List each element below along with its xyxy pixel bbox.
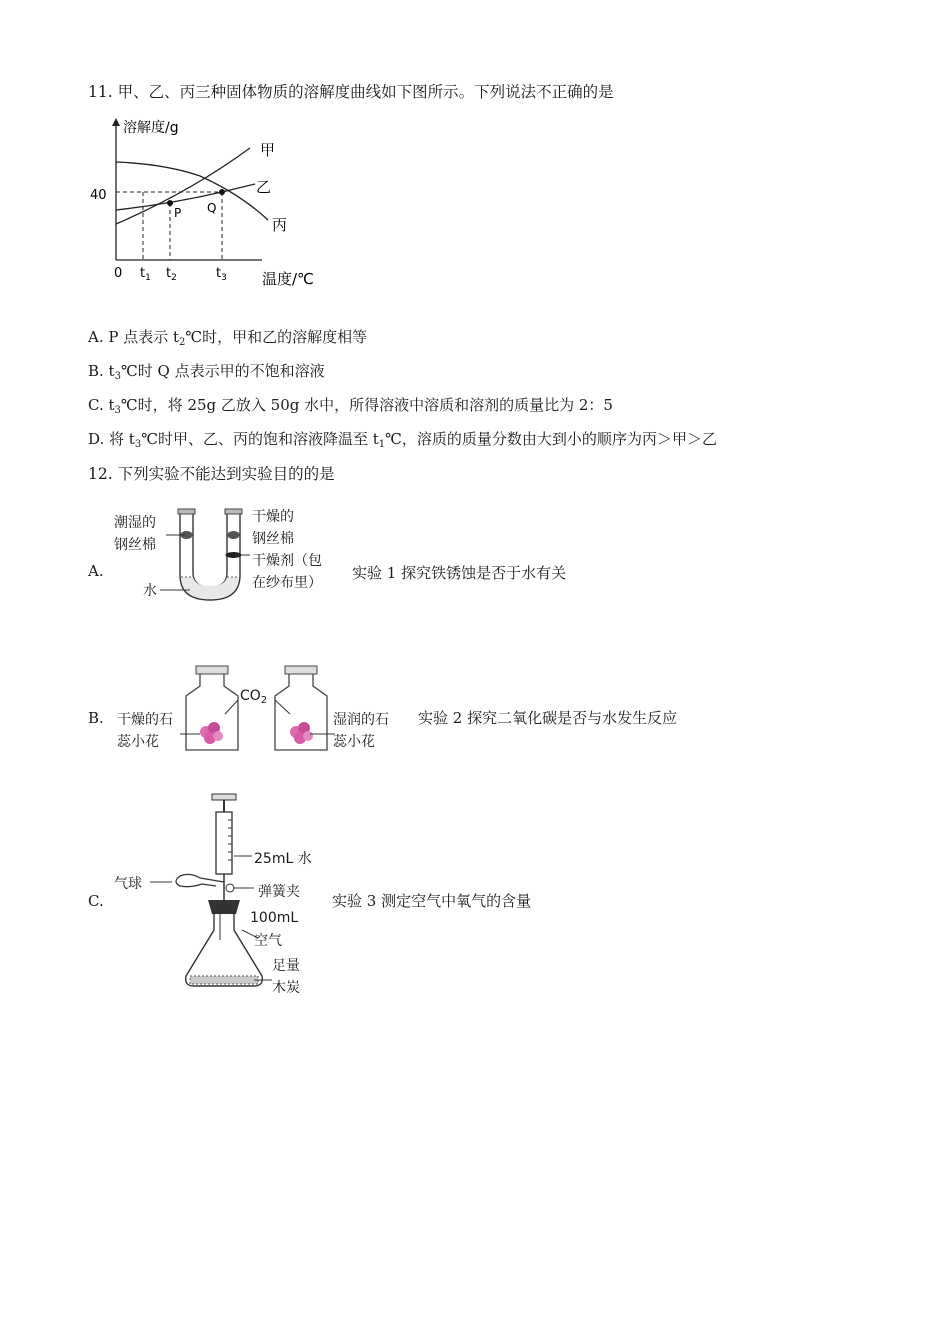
q12-a-desc: 实验 1 探究铁锈蚀是否于水有关 <box>352 564 567 582</box>
label-steel-wool-2: 钢丝棉 <box>252 531 294 547</box>
label-balloon: 气球 <box>114 876 142 892</box>
q11-option-c: C. $t_3℃$时，将 25g 乙放入 50g 水中，所得溶液中溶质和溶剂的质量比为 2：5 <box>88 396 613 416</box>
label-spring-clamp: 弹簧夹 <box>258 884 300 900</box>
point-q <box>219 189 225 195</box>
label-water: 水 <box>143 583 157 599</box>
label-wet-litmus-2: 蕊小花 <box>333 734 375 750</box>
label-dry: 干燥的 <box>252 509 294 525</box>
q12-stem: 12. 下列实验不能达到实验目的的是 <box>88 465 335 483</box>
x-axis-label: 温度/℃ <box>262 270 314 288</box>
label-wet-litmus-1: 湿润的石 <box>333 712 389 728</box>
curve-label-jia: 甲 <box>260 141 276 159</box>
label-sufficient: 足量 <box>272 958 300 974</box>
point-p-label: P <box>174 206 182 220</box>
q12-a-letter: A. <box>88 562 104 580</box>
y-axis-arrow <box>112 118 120 126</box>
q11-option-d: D. 将 $t_3℃$时甲、乙、丙的饱和溶液降温至 $t_1℃$，溶质的质量分数由大到小的顺序为丙＞甲＞乙 <box>88 430 717 450</box>
q11-option-a: A. P 点表示 $t_2℃$时，甲和乙的溶解度相等 <box>88 328 368 348</box>
q11-stem: 11. 甲、乙、丙三种固体物质的溶解度曲线如下图所示。下列说法不正确的是 <box>88 83 614 101</box>
curve-jia <box>116 148 250 224</box>
label-wet: 潮湿的 <box>114 515 156 531</box>
co2-label: $CO_2$ <box>240 688 268 706</box>
label-100ml: 100mL <box>250 910 299 926</box>
label-air: 空气 <box>254 933 282 949</box>
q11-option-b: B. $t_3℃$时 Q 点表示甲的不饱和溶液 <box>88 362 325 382</box>
label-dry-litmus-2: 蕊小花 <box>117 734 159 750</box>
q12-b-letter: B. <box>88 709 104 727</box>
point-q-label: Q <box>207 201 217 215</box>
curve-yi <box>116 184 255 210</box>
label-dry-litmus-1: 干燥的石 <box>117 712 173 728</box>
label-desiccant-1: 干燥剂（包 <box>252 553 322 569</box>
origin-label: 0 <box>114 266 123 281</box>
curve-bing <box>116 162 268 220</box>
solubility-chart <box>90 112 340 292</box>
bottles-diagram <box>180 662 335 757</box>
y-tick-40: 40 <box>90 188 107 203</box>
a-leader-lines <box>110 525 250 600</box>
dry-flower <box>200 722 223 744</box>
x-tick-t3: $t_3$ <box>216 266 227 283</box>
point-p <box>167 200 173 206</box>
q12-c-desc: 实验 3 测定空气中氧气的含量 <box>332 892 532 910</box>
curve-label-bing: 丙 <box>272 216 288 234</box>
label-charcoal: 木炭 <box>272 980 300 996</box>
x-tick-t1: $t_1$ <box>140 266 151 283</box>
q12-b-desc: 实验 2 探究二氧化碳是否与水发生反应 <box>418 709 678 727</box>
y-axis-label: 溶解度/g <box>123 120 179 136</box>
curve-label-yi: 乙 <box>256 178 272 196</box>
x-tick-t2: $t_2$ <box>166 266 177 283</box>
label-25ml-water: 25mL 水 <box>254 851 312 867</box>
wet-flower <box>290 722 313 744</box>
label-desiccant-2: 在纱布里） <box>252 575 322 591</box>
q12-c-letter: C. <box>88 892 104 910</box>
label-steel-wool-1: 钢丝棉 <box>114 537 156 553</box>
